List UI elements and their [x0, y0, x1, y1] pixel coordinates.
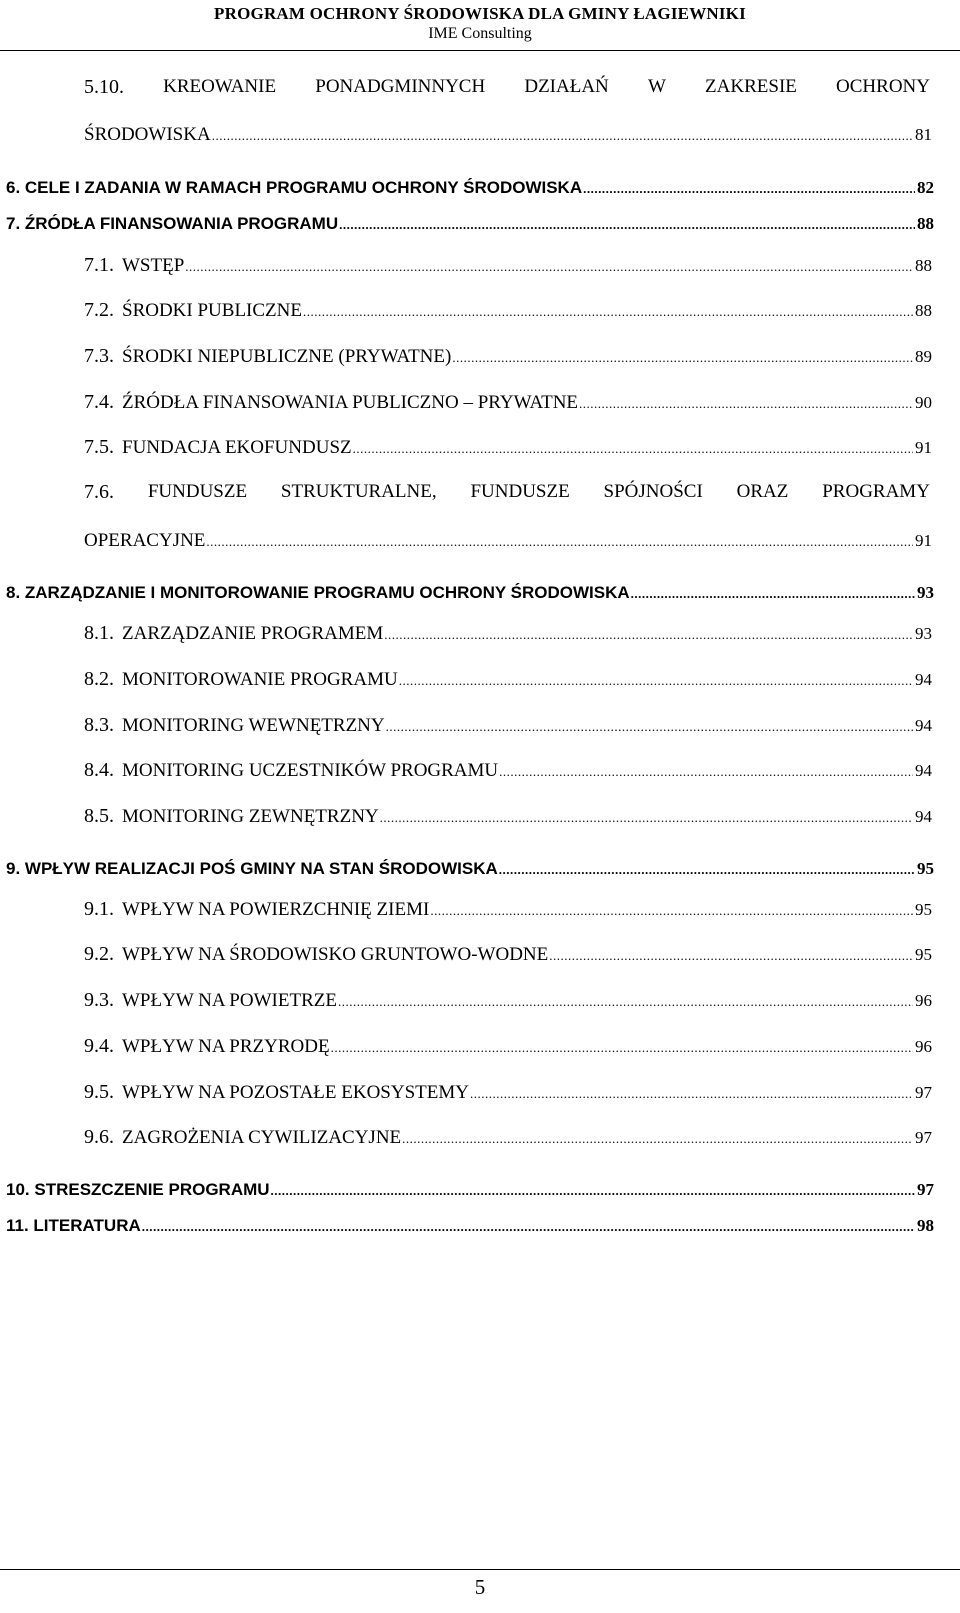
toc-entry-label: MONITORING UCZESTNIKÓW PROGRAMU [122, 760, 499, 781]
toc-word: FUNDUSZE [470, 481, 570, 502]
toc-page-number: 91 [915, 531, 932, 550]
toc-leader-dots [206, 534, 913, 550]
toc-leader-dots [303, 304, 913, 320]
toc-page-number: 88 [917, 214, 934, 233]
toc-page-number: 97 [917, 1180, 934, 1199]
toc-entry-7-6-line1[interactable] [84, 481, 930, 504]
toc-leader-dots [452, 350, 913, 366]
toc-page-number: 94 [915, 761, 932, 780]
toc-entry-number: 9.6. [84, 1126, 114, 1148]
toc-entry-8-2[interactable] [0, 668, 960, 691]
toc-entry-label: ŹRÓDŁA FINANSOWANIA PUBLICZNO – PRYWATNE [122, 392, 579, 413]
footer-divider [0, 1569, 960, 1570]
toc-page-number: 94 [915, 670, 932, 689]
toc-word: FUNDUSZE [147, 481, 248, 502]
toc-entry-number: 7.6. [84, 481, 114, 503]
toc-leader-dots [185, 259, 913, 275]
toc-page-number: 81 [915, 125, 932, 144]
toc-entry-label: WPŁYW NA POZOSTAŁE EKOSYSTEMY [122, 1082, 469, 1103]
toc-leader-dots [353, 441, 913, 457]
toc-entry-9-2[interactable] [0, 943, 960, 966]
toc-entry-8-5[interactable] [0, 805, 960, 828]
toc-entry-label: MONITOROWANIE PROGRAMU [122, 669, 398, 690]
toc-entry-label: WSTĘP [122, 255, 185, 276]
toc-entry-label: 6. CELE I ZADANIA W RAMACH PROGRAMU OCHRONY ŚRODOWISKA [6, 178, 583, 197]
toc-entry-5-10-line1[interactable] [84, 76, 930, 99]
toc-leader-dots [549, 948, 913, 964]
toc-entry-label: ŚRODKI PUBLICZNE [122, 300, 302, 321]
toc-entry-label: FUNDACJA EKOFUNDUSZ [122, 437, 352, 458]
toc-leader-dots [380, 810, 913, 826]
toc-entry-9-3[interactable] [0, 989, 960, 1012]
toc-word: W [647, 76, 666, 97]
toc-page-number: 96 [915, 991, 932, 1010]
toc-page-number: 82 [917, 178, 934, 197]
document-subtitle: IME Consulting [428, 25, 532, 42]
toc-leader-dots [212, 128, 913, 144]
toc-page-number: 89 [915, 347, 932, 366]
toc-word: PROGRAMY [822, 481, 930, 502]
document-title: PROGRAM OCHRONY ŚRODOWISKA DLA GMINY ŁAGIEWNIKI [214, 4, 746, 23]
toc-leader-dots [470, 1086, 913, 1102]
toc-leader-dots [271, 1183, 915, 1199]
toc-entry-9-1[interactable] [0, 898, 960, 921]
toc-word: DZIAŁAŃ [524, 76, 609, 97]
toc-entry-9-6[interactable] [0, 1126, 960, 1149]
toc-entry-label: MONITORING WEWNĘTRZNY [122, 715, 385, 736]
toc-page-number: 90 [915, 393, 932, 412]
toc-entry-label: WPŁYW NA PRZYRODĘ [122, 1036, 330, 1057]
toc-entry-label: ZAGROŻENIA CYWILIZACYJNE [122, 1127, 402, 1148]
toc-entry-label: 9. WPŁYW REALIZACJI POŚ GMINY NA STAN ŚRODOWISKA [6, 859, 498, 878]
toc-entry-9-5[interactable] [0, 1081, 960, 1104]
toc-entry-9-4[interactable] [0, 1035, 960, 1058]
toc-entry-5-10-line2[interactable] [0, 124, 960, 146]
toc-entry-number: 9.4. [84, 1035, 114, 1057]
toc-leader-dots [386, 719, 913, 735]
toc-entry-8-1[interactable] [0, 622, 960, 645]
toc-leader-dots [583, 181, 915, 197]
toc-entry-label: 11. LITERATURA [6, 1216, 141, 1235]
toc-leader-dots [631, 586, 915, 602]
toc-entry-8[interactable] [0, 583, 960, 603]
toc-word: ORAZ [736, 481, 789, 502]
toc-entry-number: 7.2. [84, 299, 114, 321]
toc-leader-dots [402, 1131, 913, 1147]
toc-page-number: 97 [915, 1083, 932, 1102]
toc-entry-10[interactable] [0, 1180, 960, 1200]
toc-entry-7-2[interactable] [0, 299, 960, 322]
toc-leader-dots [579, 396, 913, 412]
toc-leader-dots [338, 994, 913, 1010]
toc-entry-label: ZARZĄDZANIE PROGRAMEM [122, 623, 384, 644]
toc-entry-label: OPERACYJNE [84, 530, 206, 551]
header-divider [0, 50, 960, 51]
toc-entry-8-4[interactable] [0, 759, 960, 782]
toc-leader-dots [339, 217, 915, 233]
toc-page-number: 95 [915, 945, 932, 964]
toc-entry-number: 7.3. [84, 345, 114, 367]
toc-page-number: 95 [917, 859, 934, 878]
toc-entry-number: 9.2. [84, 943, 114, 965]
toc-entry-7-3[interactable] [0, 345, 960, 368]
toc-leader-dots [331, 1040, 913, 1056]
toc-page-number: 93 [917, 583, 934, 602]
toc-leader-dots [384, 627, 913, 643]
toc-word: OCHRONY [836, 76, 930, 97]
toc-entry-number: 7.5. [84, 436, 114, 458]
toc-leader-dots [399, 673, 913, 689]
toc-word: KREOWANIE [163, 76, 277, 97]
page-number: 5 [474, 1575, 486, 1599]
toc-entry-number: 7.4. [84, 391, 114, 413]
toc-entry-9[interactable] [0, 859, 960, 879]
toc-entry-label: MONITORING ZEWNĘTRZNY [122, 806, 379, 827]
toc-entry-label: 10. STRESZCZENIE PROGRAMU [6, 1180, 270, 1199]
toc-entry-label: ŚRODOWISKA [84, 124, 211, 145]
toc-entry-number: 9.3. [84, 989, 114, 1011]
toc-entry-number: 8.1. [84, 622, 114, 644]
toc-entry-number: 7.1. [84, 254, 114, 276]
toc-entry-number: 8.5. [84, 805, 114, 827]
toc-leader-dots [499, 862, 915, 878]
toc-page-number: 94 [915, 807, 932, 826]
toc-entry-number: 8.3. [84, 714, 114, 736]
toc-entry-7-4[interactable] [0, 391, 960, 414]
toc-entry-6[interactable] [0, 178, 960, 198]
toc-page-number: 88 [915, 301, 932, 320]
toc-entry-7-5[interactable] [0, 436, 960, 459]
toc-page-number: 98 [917, 1216, 934, 1235]
toc-leader-dots [142, 1219, 915, 1235]
toc-entry-number: 9.5. [84, 1081, 114, 1103]
toc-entry-number: 5.10. [84, 76, 124, 98]
toc-page-number: 96 [915, 1037, 932, 1056]
toc-entry-number: 9.1. [84, 898, 114, 920]
toc-leader-dots [430, 903, 913, 919]
toc-word: STRUKTURALNE, [280, 481, 437, 502]
toc-entry-7[interactable] [0, 214, 960, 234]
toc-entry-number: 8.2. [84, 668, 114, 690]
toc-entry-11[interactable] [0, 1216, 960, 1236]
toc-page-number: 97 [915, 1128, 932, 1147]
toc-leader-dots [499, 764, 913, 780]
toc-entry-label: WPŁYW NA POWIETRZE [122, 990, 337, 1011]
toc-entry-8-3[interactable] [0, 714, 960, 737]
toc-page-number: 93 [915, 624, 932, 643]
toc-word: PONADGMINNYCH [315, 76, 486, 97]
toc-word: ZAKRESIE [705, 76, 797, 97]
toc-entry-7-1[interactable] [0, 254, 960, 277]
toc-page-number: 95 [915, 900, 932, 919]
toc-entry-label: ŚRODKI NIEPUBLICZNE (PRYWATNE) [122, 346, 452, 367]
toc-word: SPÓJNOŚCI [603, 481, 703, 502]
toc-entry-label: WPŁYW NA POWIERZCHNIĘ ZIEMI [122, 899, 430, 920]
toc-page-number: 94 [915, 716, 932, 735]
toc-page-number: 91 [915, 438, 932, 457]
toc-entry-number: 8.4. [84, 759, 114, 781]
toc-entry-label: 8. ZARZĄDZANIE I MONITOROWANIE PROGRAMU OCHRONY ŚRODOWISKA [6, 583, 630, 602]
toc-page-number: 88 [915, 256, 932, 275]
toc-entry-7-6-line2[interactable] [0, 530, 960, 552]
running-header [0, 4, 960, 44]
toc-entry-label: 7. ŹRÓDŁA FINANSOWANIA PROGRAMU [6, 214, 339, 233]
toc-entry-label: WPŁYW NA ŚRODOWISKO GRUNTOWO-WODNE [122, 944, 549, 965]
